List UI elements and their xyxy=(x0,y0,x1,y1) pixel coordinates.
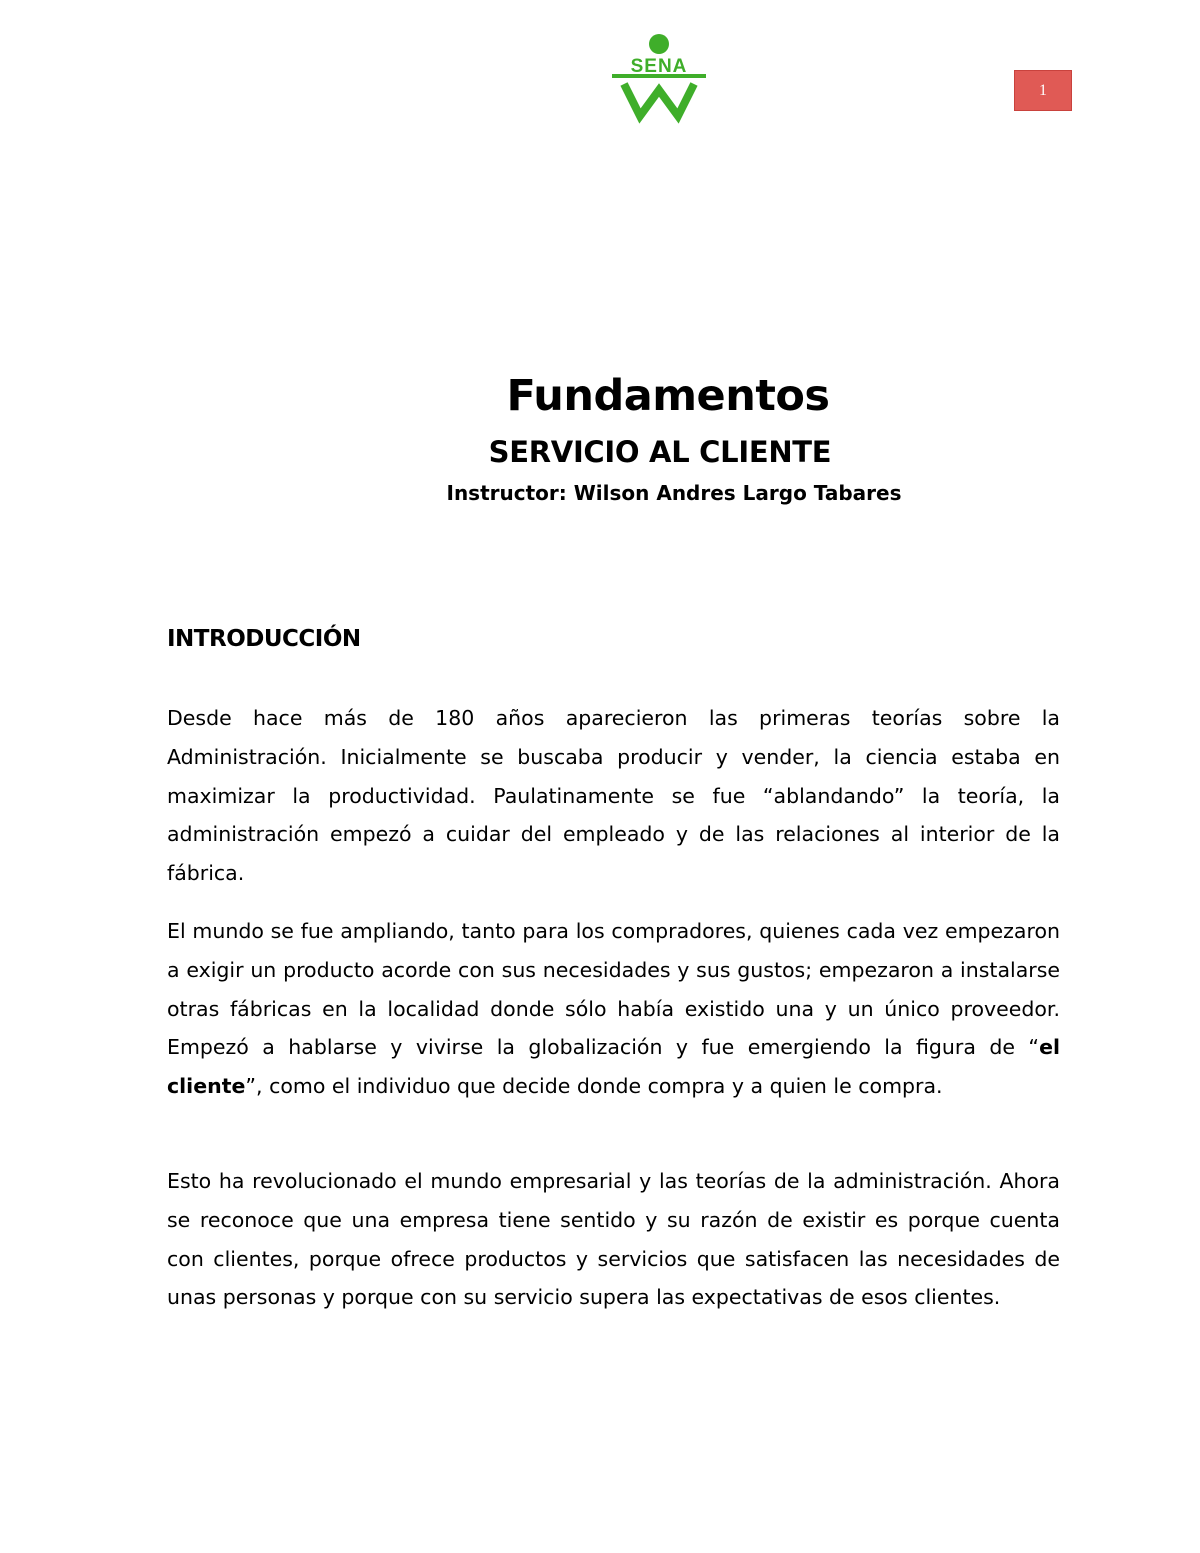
instructor-line: Instructor: Wilson Andres Largo Tabares xyxy=(446,481,902,505)
sena-logo-icon xyxy=(606,32,712,124)
paragraph-2 xyxy=(167,912,1060,1106)
page-number-badge: 1 xyxy=(1014,70,1072,111)
document-title: Fundamentos xyxy=(506,371,830,421)
svg-text:SENA: SENA xyxy=(630,56,688,77)
paragraph-2-text-end: ”, como el individuo que decide donde compra y a quien le compra. xyxy=(245,1074,943,1099)
paragraph-1: Desde hace más de 180 años aparecieron las primeras teorías sobre la Administración. Inicialmente se buscaba producir y vender, la ciencia estaba en maximizar la productividad. Paulatinamente se fue “ablandando” la teoría, la administración empezó a cuidar del empleado y de las relaciones al interior de la fábrica. xyxy=(167,706,1060,886)
section-heading: INTRODUCCIÓN xyxy=(167,626,361,652)
paragraph-3: Esto ha revolucionado el mundo empresarial y las teorías de la administración. Ahora se reconoce que una empresa tiene sentido y su razón de existir es porque cuenta con clientes, porque ofrece productos y servicios que satisfacen las necesidades de unas personas y porque con su servicio supera las expectativas de esos clientes. xyxy=(167,1169,1060,1310)
sena-logo xyxy=(606,32,712,124)
paragraph-2-bold-term: el cliente xyxy=(167,1035,1060,1099)
document-subtitle: SERVICIO AL CLIENTE xyxy=(488,435,832,469)
paragraph-2-text-start: El mundo se fue ampliando, tanto para los compradores, quienes cada vez empezaron a exigir un producto acorde con sus necesidades y sus gustos; empezaron a instalarse otras fábricas en la localidad donde sólo había existido una y un único proveedor. Empezó a hablarse y vivirse la globalización y fue emergiendo la figura de “ xyxy=(167,919,1060,1060)
